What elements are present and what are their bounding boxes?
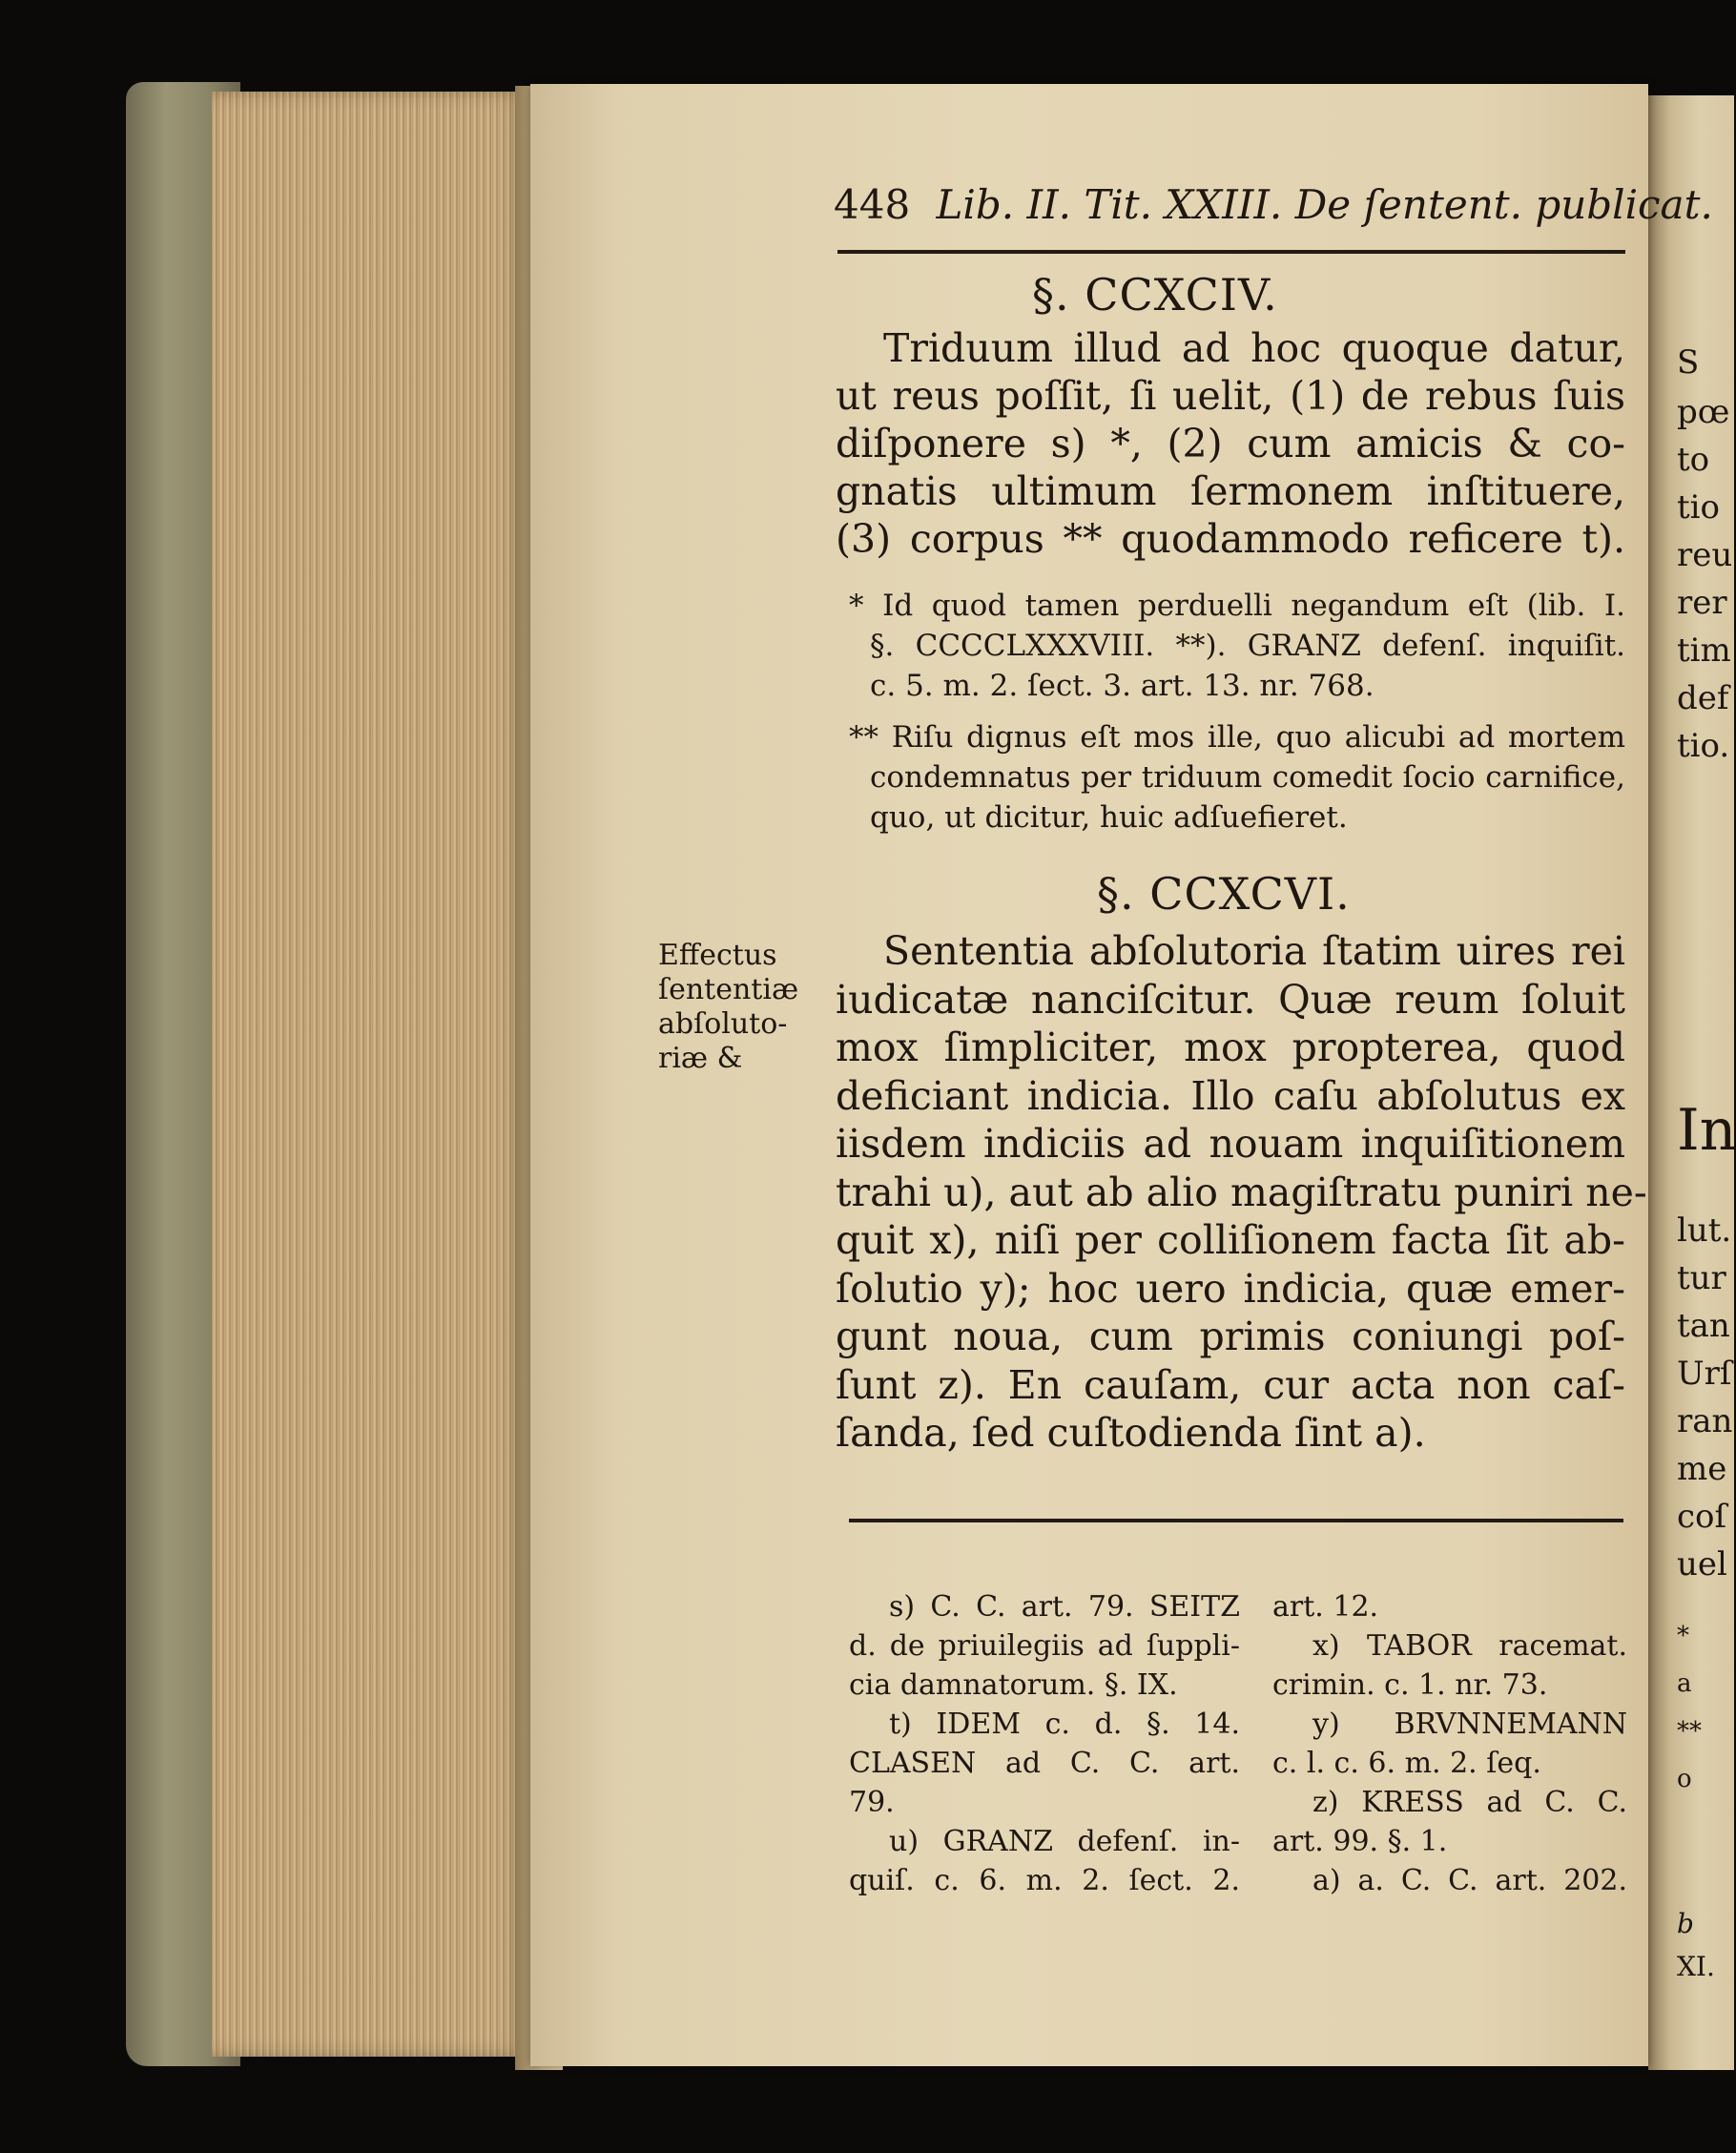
text-line: gnatis ultimum ſermonem inſtituere, xyxy=(836,468,1625,514)
frag: tim xyxy=(1677,631,1731,670)
header-rule xyxy=(837,250,1625,254)
section-title-ccxciv: §. CCXCIV. xyxy=(1032,269,1278,321)
frag: pœ xyxy=(1677,393,1730,431)
margin-note-line: ſententiæ xyxy=(658,973,799,1006)
note-line: condemnatus per triduum comedit ſocio carnifice, xyxy=(870,760,1625,795)
frag: a xyxy=(1677,1669,1692,1698)
text-line: iudicatæ nanciſcitur. Quæ reum ſoluit xyxy=(836,976,1625,1023)
note-line: ** Riſu dignus eſt mos ille, quo alicubi ad mortem xyxy=(849,720,1625,755)
text-line: trahi u), aut ab alio magiſtratu puniri ne- xyxy=(836,1169,1647,1215)
frag: o xyxy=(1677,1765,1692,1793)
footnote-line: y) BRVNNEMANN xyxy=(1312,1708,1627,1741)
frag: rer xyxy=(1677,584,1727,622)
footnote-line: art. 12. xyxy=(1272,1590,1379,1624)
text-line: diſponere s) *, (2) cum amicis & co- xyxy=(836,421,1625,466)
footnote-line: s) C. C. art. 79. SEITZ xyxy=(889,1590,1240,1624)
frag: S xyxy=(1677,343,1700,382)
frag: tur xyxy=(1677,1259,1726,1297)
footnote-line: t) IDEM c. d. §. 14. xyxy=(889,1708,1240,1741)
text-line: gunt noua, cum primis coniungi poſ- xyxy=(836,1314,1625,1359)
running-header xyxy=(834,181,1713,228)
frag: uel xyxy=(1677,1545,1727,1584)
frag: * xyxy=(1677,1622,1689,1650)
note-line: * Id quod tamen perduelli negandum eſt (lib. I. xyxy=(849,589,1625,623)
section-title-ccxcvi: §. CCXCVI. xyxy=(1097,868,1351,920)
footnotes-right xyxy=(1272,1587,1627,1900)
frag: tan xyxy=(1677,1307,1730,1345)
page-number: 448 xyxy=(834,181,911,228)
footnote-line: cia damnatorum. §. IX. xyxy=(849,1668,1178,1702)
footnote-line: c. l. c. 6. m. 2. ſeq. xyxy=(1272,1747,1541,1780)
paragraph-ccxciv xyxy=(836,324,1625,563)
note-line: §. CCCCLXXXVIII. **). GRANZ defenſ. inquiſit. xyxy=(870,629,1625,663)
text-line: (3) corpus ** quodammodo reficere t). xyxy=(836,516,1625,562)
frag: reu xyxy=(1677,536,1733,574)
margin-note-line: Effectus xyxy=(658,939,777,972)
frag: XI. xyxy=(1677,1951,1715,1982)
text-line: mox ſimpliciter, mox propterea, quod xyxy=(836,1025,1625,1070)
frag: ** xyxy=(1677,1717,1702,1746)
frag: tio. xyxy=(1677,727,1730,765)
margin-note xyxy=(658,939,798,1076)
text-line: Triduum illud ad hoc quoque datur, xyxy=(883,325,1625,371)
text-line: deficiant indicia. Illo caſu abſolutus ex xyxy=(836,1072,1625,1119)
footnote-line: u) GRANZ defenſ. in- xyxy=(889,1825,1240,1858)
note-line: c. 5. m. 2. ſect. 3. art. 13. nr. 768. xyxy=(870,669,1374,703)
note-asterisk xyxy=(849,586,1625,706)
footnote-rule xyxy=(849,1519,1623,1522)
footnote-line: a) a. C. C. art. 202. xyxy=(1312,1864,1627,1897)
paragraph-ccxcvi xyxy=(836,927,1647,1458)
text-line: ſanda, ſed cuſtodienda ſint a). xyxy=(836,1410,1426,1456)
frag: me xyxy=(1677,1450,1727,1488)
frag: to xyxy=(1677,441,1710,479)
text-line: ſunt z). En cauſam, cur acta non caſ- xyxy=(836,1361,1625,1408)
note-line: quo, ut dicitur, huic adſuefieret. xyxy=(870,800,1348,835)
text-line: ſolutio y); hoc uero indicia, quæ emer- xyxy=(836,1265,1625,1312)
frag: coſ xyxy=(1677,1498,1727,1536)
frag: Urſ xyxy=(1677,1355,1732,1393)
frag: lut. xyxy=(1677,1211,1732,1250)
frag: ran xyxy=(1677,1402,1733,1440)
footnote-line: crimin. c. 1. nr. 73. xyxy=(1272,1668,1548,1702)
text-line: Sententia abſolutoria ſtatim uires rei xyxy=(883,928,1625,974)
note-double-asterisk xyxy=(849,717,1625,838)
footnote-line: d. de priuilegiis ad ſuppli- xyxy=(849,1629,1240,1663)
frag: In xyxy=(1677,1097,1736,1164)
page-edges xyxy=(212,92,527,2057)
text-line: quit x), niſi per colliſionem facta ſit ab- xyxy=(836,1217,1625,1263)
frag: def xyxy=(1677,679,1729,717)
footnote-line: art. 99. §. 1. xyxy=(1272,1825,1448,1858)
frag: tio xyxy=(1677,488,1721,527)
margin-note-line: abſoluto- xyxy=(658,1007,788,1041)
footnote-line: quiſ. c. 6. m. 2. ſect. 2. xyxy=(849,1864,1240,1897)
margin-note-line: riæ & xyxy=(658,1042,743,1075)
text-line: iisdem indiciis ad nouam inquiſitionem xyxy=(836,1121,1625,1167)
footnote-line: CLASEN ad C. C. art. xyxy=(849,1747,1240,1780)
running-title: Lib. II. Tit. XXIII. De ſentent. publicat. xyxy=(936,181,1713,228)
text-line: ut reus poſſit, ſi uelit, (1) de rebus ſuis xyxy=(836,373,1625,419)
frag: b xyxy=(1677,1908,1694,1939)
footnote-line: 79. xyxy=(849,1786,895,1819)
footnotes-left xyxy=(849,1587,1240,1900)
footnote-line: x) TABOR racemat. xyxy=(1312,1629,1627,1663)
footnote-line: z) KRESS ad C. C. xyxy=(1312,1786,1627,1819)
next-page-fragment xyxy=(1648,95,1734,2070)
